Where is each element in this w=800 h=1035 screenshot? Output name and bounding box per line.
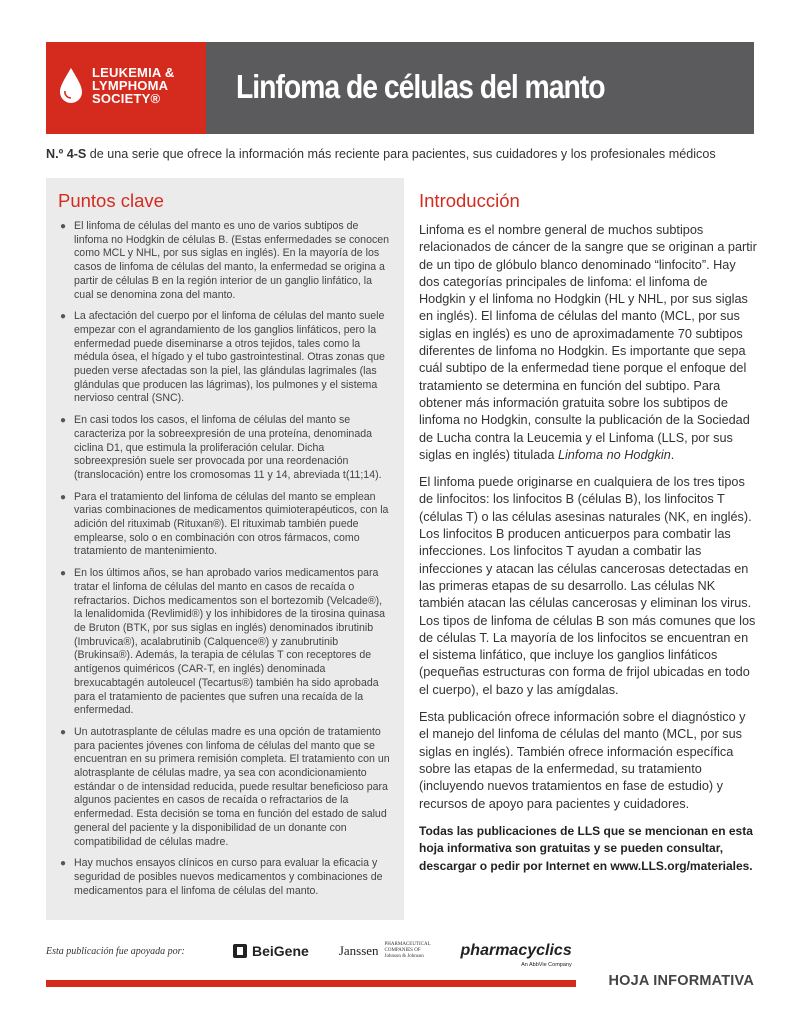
abbvie-text: An AbbVie Company	[521, 962, 572, 968]
series-text: de una serie que ofrece la información más reciente para pacientes, sus cuidadores y los profesionales médicos	[86, 147, 716, 161]
list-item: ● Hay muchos ensayos clínicos en curso para evaluar la eficacia y seguridad de posibles nuevos medicamentos y combinaciones de medicamentos para el linfoma de células del manto.	[60, 857, 383, 897]
sponsors-row	[46, 935, 754, 967]
series-line	[46, 147, 716, 161]
list-item: ● Para el tratamiento del linfoma de células del manto se emplean varias combinaciones de medicamentos quimioterapéuticos, con la adición del rituximab (Rituxan®). El rituximab también puede emplearse, solo o en combinación con otros fármacos, como tratamiento de mantenimiento.	[60, 490, 389, 558]
document-type-label: HOJA INFORMATIVA	[608, 973, 754, 989]
header	[46, 42, 754, 134]
list-item: ● Un autotrasplante de células madre es una opción de tratamiento para pacientes jóvenes con linfoma de células del manto que se encuentran en su primera remisión completa. El tratamiento con un alotrasplante de células madre, ya sea con acondicionamiento estándar o de intensidad reducida, puede resultar beneficioso para algunos pacientes en casos de recaída o refractarios de la enfermedad. Esta decisión se toma en función del estado de salud general del paciente y la disponibilidad de un donante con compatibilidad de células madre.	[60, 725, 390, 848]
introduction-section	[419, 178, 757, 885]
list-item: ● La afectación del cuerpo por el linfoma de células del manto suele empezar con el agrandamiento de los ganglios linfáticos, pero la enfermedad puede diseminarse a otros tejidos, tales como la médula ósea, el hígado y el tubo gastrointestinal. Otras zonas que pueden verse afectadas son la piel, las glándulas lagrimales (las glándulas que producen las lágrimas), los pulmones y el sistema nervioso central (SNC).	[60, 310, 385, 405]
jj-text: PHARMACEUTICAL COMPANIES OF Johnson & Johnson	[384, 942, 431, 959]
beigene-logo: BeiGene	[232, 943, 309, 959]
intro-paragraph-4: Todas las publicaciones de LLS que se mencionan en esta hoja informativa son gratuitas y se pueden consultar, descargar o pedir por Internet en www.LLS.org/materiales.	[419, 823, 753, 873]
intro-paragraph-1: Linfoma es el nombre general de muchos subtipos relacionados de cáncer de la sangre que se originan a partir de un tipo de glóbulo blanco denominado “linfocito”. Hay dos categorías principales de linfoma: el linfoma de Hodgkin y el linfoma no Hodgkin (HL y NHL, por sus siglas en inglés). El linfoma de células del manto (MCL, por sus siglas en inglés) es uno de aproximadamente 70 subtipos diferentes de linfoma no Hodgkin. Es importante que sepa cuál subtipo de la enfermedad tiene porque el enfoque del tratamiento se determina en función del subtipo. Para obtener más información gratuita sobre los subtipos de linfoma no Hodgkin, consulte la publicación de la Sociedad de Lucha contra la Leucemia y el Linfoma (LLS, por sus siglas en inglés) titulada Linfoma no Hodgkin.	[419, 223, 757, 462]
support-label: Esta publicación fue apoyada por:	[46, 945, 185, 957]
pharmacyclics-logo: pharmacyclics An AbbVie Company	[460, 942, 572, 968]
page-title: Linfoma de células del manto	[236, 68, 605, 105]
bullet-icon: ●	[60, 858, 67, 870]
bullet-icon: ●	[60, 491, 67, 503]
intro-paragraph-2: El linfoma puede originarse en cualquiera de los tres tipos de linfocitos: los linfocitos B (células B), los linfocitos T (células T) o las células asesinas naturales (NK, en inglés). Los linfocitos B producen anticuerpos para combatir las infecciones. Los linfocitos T ayudan a combatir las infecciones y atacan las células cancerosas detectadas en las primeras etapas de su desarrollo. Las células NK también atacan las células cancerosas y eliminan los virus. Los tipos de linfoma de células B son más comunes que los de células T. La mayoría de los linfocitos se encuentran en el sistema linfático, que incluye los ganglios linfáticos (pequeñas estructuras con forma de frijol ubicadas en todo el cuerpo), el bazo y las amígdalas.	[419, 475, 756, 697]
bullet-icon: ●	[60, 726, 67, 738]
publication-title: Linfoma no Hodgkin	[557, 447, 671, 462]
beigene-icon	[232, 943, 248, 959]
key-points-title: Puntos clave	[58, 190, 164, 211]
title-banner	[206, 42, 754, 134]
introduction-title: Introducción	[419, 190, 520, 211]
list-item: ● En casi todos los casos, el linfoma de células del manto se caracteriza por la sobreexpresión de una proteína, denominada ciclina D1, que estimula la proliferación celular. Dicha sobreexpresión suele ser provocada por una reordenación (translocación) entre los cromosomas 11 y 14, abreviada t(11;14).	[60, 414, 382, 481]
bullet-icon: ●	[60, 568, 67, 580]
series-number: N.º 4-S	[46, 147, 87, 161]
bullet-icon: ●	[60, 415, 67, 427]
logo-text: LEUKEMIA & LYMPHOMA SOCIETY®	[92, 65, 175, 106]
key-points-list	[58, 220, 390, 898]
intro-paragraph-3: Esta publicación ofrece información sobre el diagnóstico y el manejo del linfoma de células del manto (MCL, por sus siglas en inglés). También ofrece información específica sobre las etapas de la enfermedad, su tratamiento (incluyendo nuevos tratamientos en fase de estudio) y recursos de apoyo para pacientes y cuidadores.	[419, 710, 746, 811]
bullet-icon: ●	[60, 311, 67, 323]
footer-red-bar	[46, 980, 576, 987]
list-item: ● En los últimos años, se han aprobado varios medicamentos para tratar el linfoma de células del manto en casos de recaída o refractarios. Dichos medicamentos son el bortezomib (Velcade®), la lenalidomida (Revlimid®) y los inhibidores de la tirosina quinasa de Bruton (BTK, por sus siglas en inglés) denominados ibrutinib (Imbruvica®), acalabrutinib (Calquence®) y zanubrutinib (Brukinsa®). Además, la terapia de células T con receptores de antígenos quiméricos (CAR-T, en inglés) denominada brexucabtagén autoleucel (Tecartus®) también ha sido aprobada para el tratamiento de pacientes que sufren una recaída de la enfermedad.	[60, 567, 386, 717]
list-item: ● El linfoma de células del manto es uno de varios subtipos de linfoma no Hodgkin de células B. (Estas enfermedades se conocen como MCL y NHL, por sus siglas en inglés). En la mayoría de los casos de linfoma de células del manto, la enfermedad se origina a partir de células B en la región interior de un ganglio linfático, la cual se denomina zona del manto.	[60, 220, 390, 301]
key-points-panel	[46, 178, 404, 920]
bullet-icon: ●	[60, 221, 67, 232]
lls-logo	[46, 42, 206, 134]
blood-drop-icon	[58, 66, 84, 104]
janssen-logo: Janssen PHARMACEUTICAL COMPANIES OF Johnson & Johnson	[338, 942, 431, 959]
